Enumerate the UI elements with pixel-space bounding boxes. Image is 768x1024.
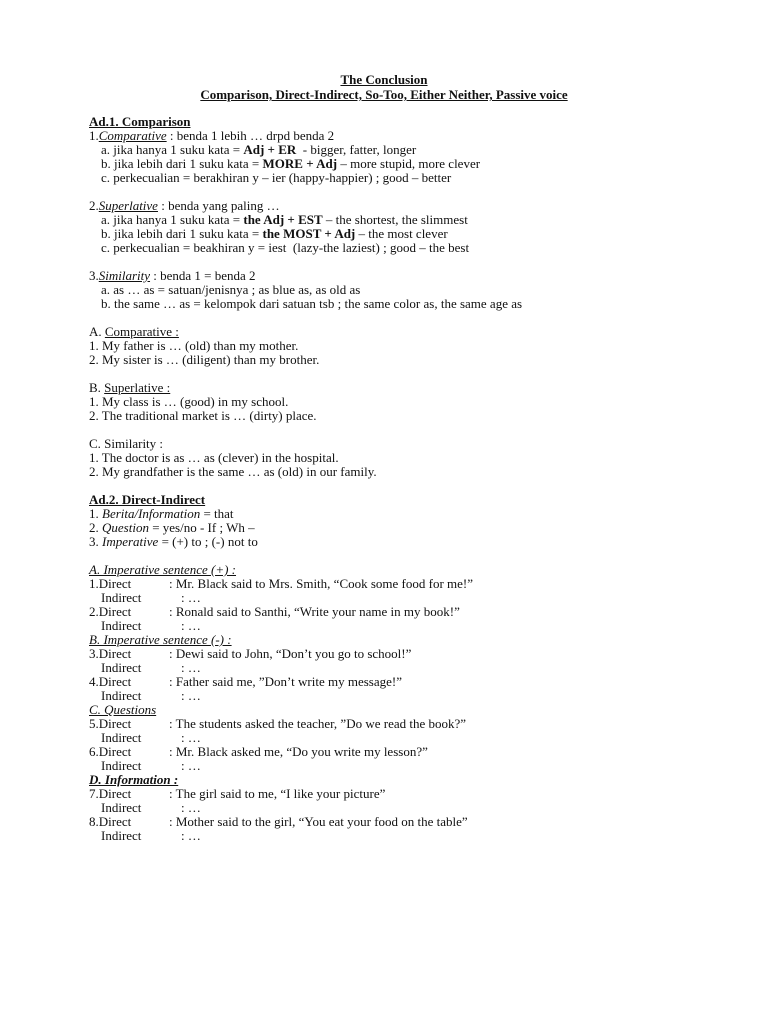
direct-word: Direct [98,744,132,759]
direct-row [89,675,402,689]
direct-row [89,745,428,759]
direct-row [89,717,466,731]
indirect-row [101,731,201,745]
section-a-heading: A. Imperative sentence (+) : [89,562,237,577]
comparative-c: c. perkecualian = berakhiran y – ier (happy-happier) ; good – better [101,170,452,185]
direct-label [89,675,169,689]
comparative-a-pre: a. jika hanya 1 suku kata = [101,142,244,157]
rule-num: 1. [89,506,102,521]
direct-word: Direct [98,604,132,619]
superlative-b [101,227,448,241]
doc-title-text: The Conclusion [340,72,428,87]
direct-text: : Dewi said to John, “Don’t you go to school!” [169,646,412,661]
indirect-label: Indirect [101,590,142,605]
comparative-term: Comparative [98,128,167,143]
direct-row [89,815,468,829]
comparative-num: 1. [89,128,99,143]
indirect-row [101,619,201,633]
direct-text: : Mother said to the girl, “You eat your food on the table” [169,814,468,829]
indirect-row [101,759,201,773]
indirect-label: Indirect [101,730,142,745]
rule-term: Imperative [102,534,159,549]
similarity-term: Similarity [98,268,151,283]
direct-text: : The students asked the teacher, ”Do we read the book?” [169,716,467,731]
indirect-row [101,689,201,703]
comparative-a-post: - bigger, fatter, longer [296,142,417,157]
direct-label [89,647,169,661]
indirect-text: : … [181,590,201,605]
indirect-label: Indirect [101,758,142,773]
exercise-a-item: 1. My father is … (old) than my mother. [89,338,299,353]
exercise-a-letter: A. [89,324,105,339]
indirect-row [101,801,201,815]
exercise-c-item: 2. My grandfather is the same … as (old) in our family. [89,464,377,479]
direct-text: : The girl said to me, “I like your picture” [169,786,386,801]
doc-subtitle-text: Comparison, Direct-Indirect, So-Too, Either Neither, Passive voice [200,87,568,102]
comparative-rule [89,129,334,143]
rule-item [89,535,258,549]
comparative-a-formula: Adj + ER [243,142,297,157]
superlative-def: : benda yang paling … [157,198,280,213]
ad2-heading: Ad.2. Direct-Indirect [89,492,206,507]
section-b-heading: B. Imperative sentence (-) : [89,632,232,647]
indirect-label: Indirect [101,688,142,703]
comparative-b [101,157,480,171]
comparative-b-post: – more stupid, more clever [337,156,481,171]
pair-num: 1. [89,576,99,591]
pair-num: 5. [89,716,99,731]
exercise-a-label: Comparative : [104,324,179,339]
indirect-label: Indirect [101,828,142,843]
section-d-heading: D. Information : [89,772,179,787]
indirect-text: : … [181,660,201,675]
superlative-a-pre: a. jika hanya 1 suku kata = [101,212,244,227]
similarity-def: : benda 1 = benda 2 [150,268,256,283]
pair-num: 2. [89,604,99,619]
similarity-num: 3. [89,268,99,283]
rule-rest: = yes/no - If ; Wh – [148,520,255,535]
direct-row [89,647,411,661]
rule-item [89,507,234,521]
direct-label [89,605,169,619]
pair-num: 7. [89,786,99,801]
superlative-a-post: – the shortest, the slimmest [322,212,468,227]
superlative-num: 2. [89,198,99,213]
section-c-heading: C. Questions [89,702,157,717]
rule-term: Question [102,520,149,535]
comparative-def: : benda 1 lebih … drpd benda 2 [166,128,335,143]
pair-num: 4. [89,674,99,689]
comparative-b-pre: b. jika lebih dari 1 suku kata = [101,156,263,171]
rule-item [89,521,255,535]
superlative-a-formula: the Adj + EST [243,212,323,227]
indirect-text: : … [181,800,201,815]
superlative-b-post: – the most clever [355,226,448,241]
indirect-row [101,661,201,675]
doc-title [0,73,768,87]
exercise-b-heading [89,381,170,395]
exercise-c-heading: C. Similarity : [89,436,164,451]
indirect-row [101,591,201,605]
superlative-b-formula: the MOST + Adj [262,226,356,241]
superlative-b-pre: b. jika lebih dari 1 suku kata = [101,226,263,241]
direct-text: : Ronald said to Santhi, “Write your name in my book!” [169,604,460,619]
similarity-b: b. the same … as = kelompok dari satuan tsb ; the same color as, the same age as [101,296,523,311]
exercise-b-letter: B. [89,380,105,395]
indirect-text: : … [181,730,201,745]
comparative-b-formula: MORE + Adj [262,156,338,171]
direct-row [89,577,473,591]
direct-label [89,787,169,801]
direct-row [89,605,460,619]
rule-rest: = that [200,506,234,521]
comparative-a [101,143,416,157]
superlative-a [101,213,468,227]
rule-num: 3. [89,534,102,549]
indirect-label: Indirect [101,618,142,633]
exercise-b-label: Superlative : [104,380,171,395]
indirect-text: : … [181,758,201,773]
pair-num: 6. [89,744,99,759]
rule-term: Berita/Information [102,506,201,521]
direct-text: : Mr. Black said to Mrs. Smith, “Cook some food for me!” [169,576,474,591]
exercise-b-item: 1. My class is … (good) in my school. [89,394,289,409]
direct-label [89,745,169,759]
superlative-term: Superlative [98,198,158,213]
direct-word: Direct [98,646,132,661]
exercise-b-item: 2. The traditional market is … (dirty) place. [89,408,317,423]
direct-word: Direct [98,786,132,801]
direct-word: Direct [98,576,132,591]
direct-row [89,787,385,801]
indirect-label: Indirect [101,800,142,815]
pair-num: 8. [89,814,99,829]
direct-label [89,717,169,731]
indirect-row [101,829,201,843]
direct-word: Direct [98,674,132,689]
exercise-a-item: 2. My sister is … (diligent) than my brother. [89,352,320,367]
exercise-c-item: 1. The doctor is as … as (clever) in the hospital. [89,450,339,465]
indirect-text: : … [181,688,201,703]
superlative-c: c. perkecualian = beakhiran y = iest (lazy-the laziest) ; good – the best [101,240,470,255]
doc-subtitle [0,88,768,102]
direct-text: : Father said me, ”Don’t write my message!” [169,674,402,689]
direct-text: : Mr. Black asked me, “Do you write my lesson?” [169,744,428,759]
direct-label [89,815,169,829]
superlative-rule [89,199,280,213]
direct-label [89,577,169,591]
similarity-rule [89,269,256,283]
rule-num: 2. [89,520,102,535]
indirect-text: : … [181,828,201,843]
ad1-heading: Ad.1. Comparison [89,114,191,129]
indirect-label: Indirect [101,660,142,675]
rule-rest: = (+) to ; (-) not to [158,534,258,549]
indirect-text: : … [181,618,201,633]
similarity-a: a. as … as = satuan/jenisnya ; as blue as, as old as [101,282,361,297]
direct-word: Direct [98,814,132,829]
direct-word: Direct [98,716,132,731]
pair-num: 3. [89,646,99,661]
exercise-a-heading [89,325,179,339]
